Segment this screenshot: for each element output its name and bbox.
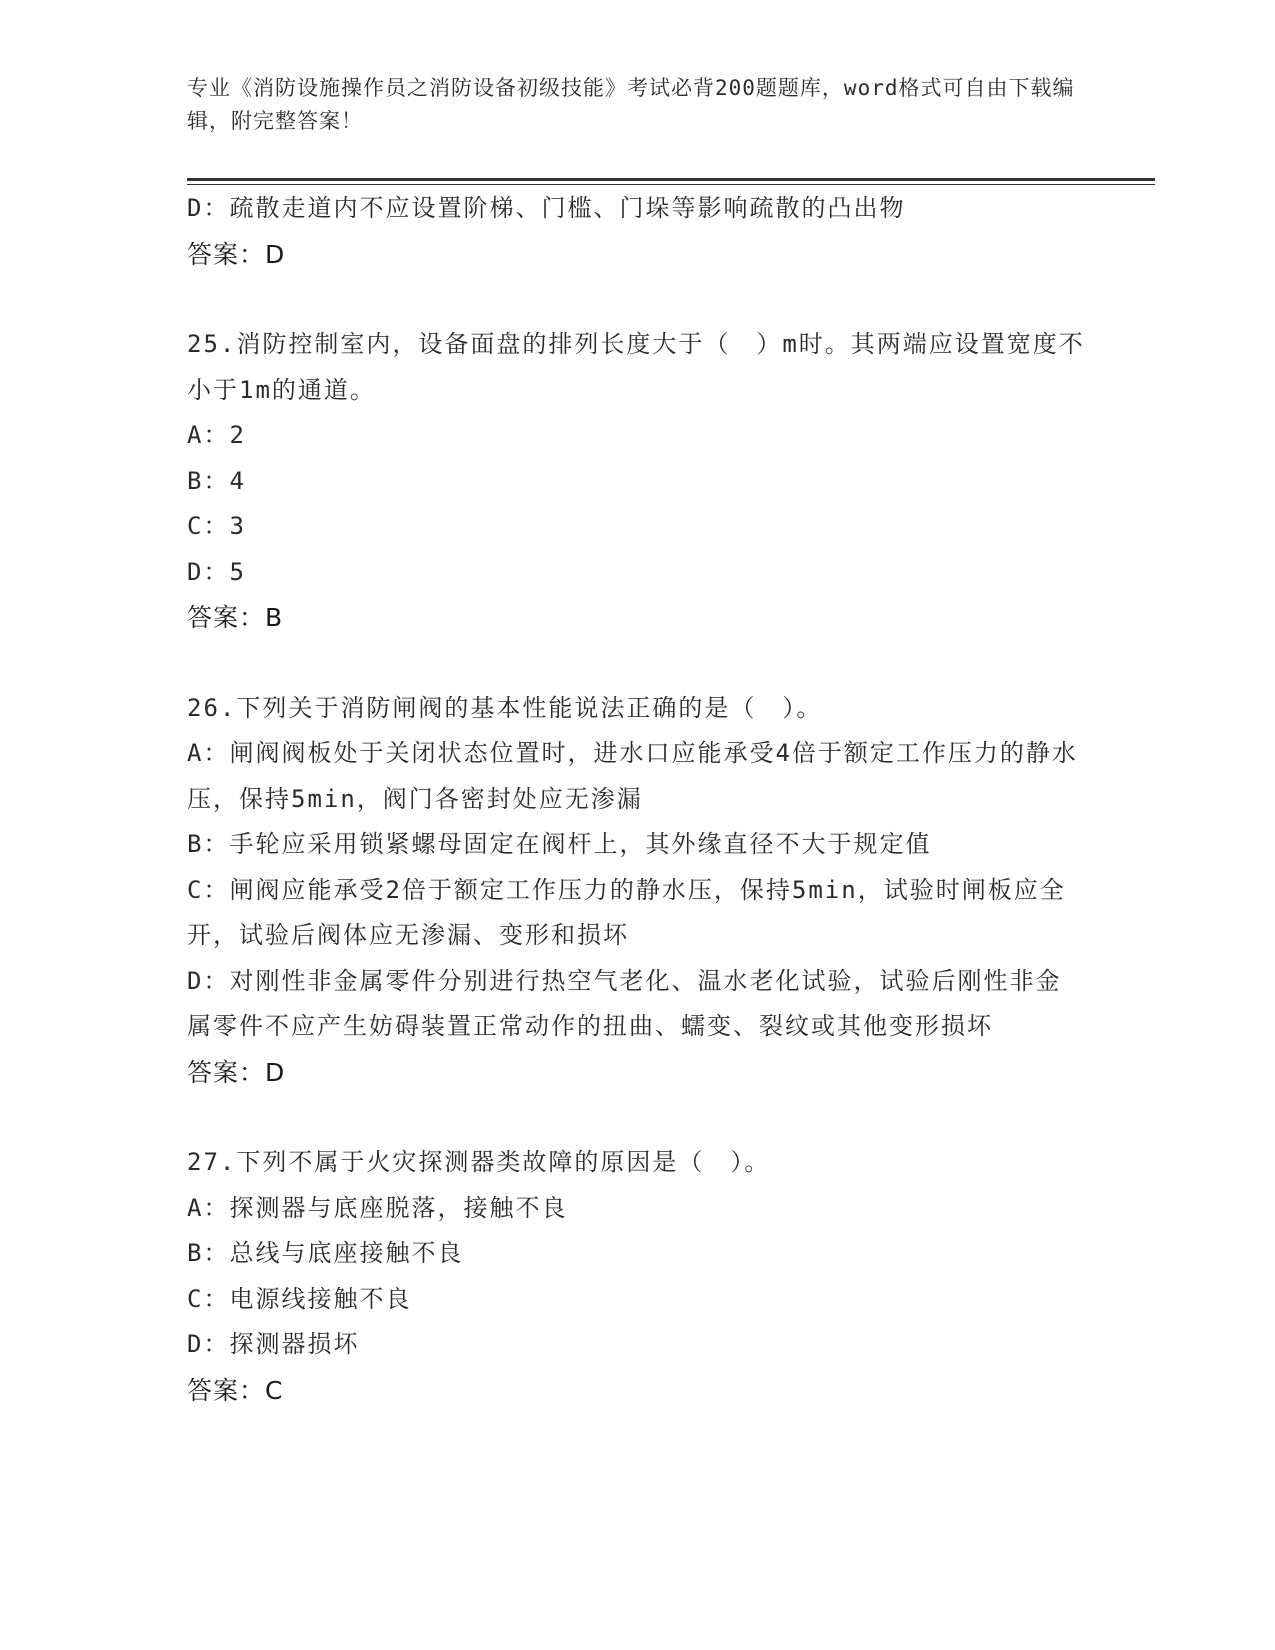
- option-d: D：5: [187, 557, 246, 586]
- option-a: A：探测器与底座脱落，接触不良: [187, 1193, 568, 1222]
- header-rule-thin: [187, 184, 1155, 185]
- answer-line: 答案：B: [187, 603, 284, 632]
- answer-line: 答案：D: [187, 239, 286, 269]
- option-b: B：4: [187, 466, 246, 495]
- option-a: A：闸阀阀板处于关闭状态位置时，进水口应能承受4倍于额定工作压力的静水压，保持5min，阀门各密封处应无渗漏: [187, 739, 1078, 813]
- previous-question-tail: [187, 186, 1087, 277]
- question-27: [187, 1140, 1087, 1413]
- option-d: D：探测器损坏: [187, 1330, 360, 1358]
- option-c: C：闸阀应能承受2倍于额定工作压力的静水压，保持5min，试验时闸板应全开，试验后阀体应无渗漏、变形和损坏: [187, 875, 1066, 949]
- option-c: C：电源线接触不良: [187, 1284, 412, 1313]
- header-rule-thick: [187, 178, 1155, 181]
- answer-line: 答案：C: [187, 1375, 284, 1405]
- option-d: D：对刚性非金属零件分别进行热空气老化、温水老化试验，试验后刚性非金属零件不应产生妨碍装置正常动作的扭曲、蠕变、裂纹或其他变形损坏: [187, 966, 1062, 1040]
- question-stem: 27.下列不属于火灾探测器类故障的原因是（ ）。: [187, 1148, 771, 1176]
- document-body: [187, 186, 1087, 1413]
- option-d: D：疏散走道内不应设置阶梯、门槛、门垛等影响疏散的凸出物: [187, 194, 906, 222]
- question-25: [187, 322, 1087, 641]
- option-b: B：总线与底座接触不良: [187, 1239, 464, 1267]
- option-a: A：2: [187, 421, 246, 449]
- question-26: [187, 686, 1087, 1096]
- answer-line: 答案：D: [187, 1057, 286, 1087]
- question-stem: 25.消防控制室内，设备面盘的排列长度大于（ ）m时。其两端应设置宽度不小于1m的通道。: [187, 330, 1085, 404]
- question-stem: 26.下列关于消防闸阀的基本性能说法正确的是（ ）。: [187, 693, 823, 722]
- option-b: B：手轮应采用锁紧螺母固定在阀杆上，其外缘直径不大于规定值: [187, 830, 932, 858]
- option-c: C：3: [187, 512, 246, 540]
- page-header: 专业《消防设施操作员之消防设备初级技能》考试必背200题题库，word格式可自由下载编辑，附完整答案！: [187, 76, 1075, 133]
